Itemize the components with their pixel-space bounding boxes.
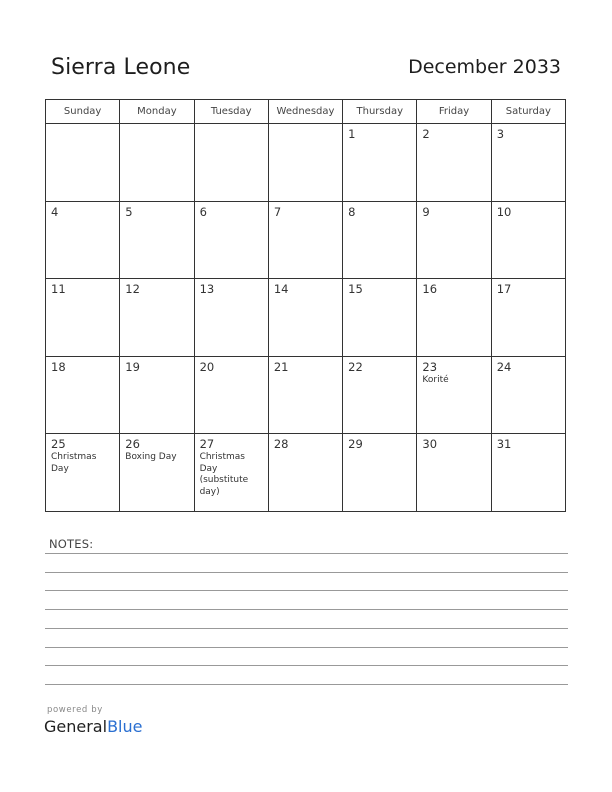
note-line [45,628,568,629]
day-cell [343,201,417,279]
day-cell [491,279,565,357]
day-cell [343,356,417,434]
note-line [45,684,568,685]
day-cell [417,356,491,434]
day-cell [268,356,342,434]
week-row [46,434,566,512]
day-number: 29 [348,437,363,451]
note-line [45,647,568,648]
weekday-header-sunday: Sunday [46,100,120,124]
weekday-header-monday: Monday [120,100,194,124]
day-cell [46,434,120,512]
day-number: 8 [348,204,356,219]
note-line [45,553,568,554]
day-cell [417,201,491,279]
day-number: 14 [273,282,289,296]
month-title: December 2033 [408,56,561,78]
day-cell [194,201,268,279]
day-number: 15 [348,282,363,296]
note-line [45,609,568,610]
country-title: Sierra Leone [51,55,191,80]
holiday-label: Korité [422,374,449,385]
day-number: 18 [51,359,66,374]
brand-name-general: General [44,717,108,736]
weekday-header-tuesday: Tuesday [194,100,268,124]
day-cell [268,201,342,279]
day-number: 21 [273,359,289,374]
day-number: 2 [422,127,430,141]
note-line [45,590,568,591]
week-row [46,201,566,279]
day-cell [46,356,120,434]
note-line [45,572,568,573]
day-cell [46,279,120,357]
weekday-header-wednesday: Wednesday [268,100,342,124]
notes-label: NOTES: [49,537,94,551]
day-cell [417,279,491,357]
day-number: 3 [496,127,505,141]
day-cell [491,434,565,512]
day-cell [120,279,194,357]
day-number: 31 [496,437,512,451]
calendar-grid [45,99,566,512]
weekday-header-saturday: Saturday [491,100,565,124]
week-row [46,356,566,434]
weekday-header-friday: Friday [417,100,491,124]
day-number: 4 [51,204,59,219]
day-cell [46,124,120,202]
day-number: 16 [422,282,438,296]
brand-name-blue: Blue [107,717,143,736]
day-cell [120,434,194,512]
powered-by-text: powered by [47,705,103,715]
day-cell [120,201,194,279]
day-number: 19 [125,359,140,374]
day-cell [194,124,268,202]
day-number: 27 [199,437,215,451]
week-row [46,124,566,202]
day-number: 30 [422,437,438,451]
day-number: 17 [496,282,512,296]
day-number: 22 [348,359,363,374]
week-row [46,279,566,357]
day-cell [120,356,194,434]
day-number: 1 [348,127,356,141]
day-cell [194,434,268,512]
holiday-label: Christmas Day (substitute day) [199,452,249,497]
day-cell [343,434,417,512]
day-number: 25 [51,437,66,451]
day-number: 6 [199,204,207,219]
day-cell [194,279,268,357]
day-number: 11 [51,282,66,296]
day-cell [46,201,120,279]
day-number: 5 [125,204,133,219]
day-number: 24 [496,359,512,374]
note-line [45,665,568,666]
day-cell [268,279,342,357]
generalblue-logo [44,717,142,736]
day-cell [120,124,194,202]
day-number: 9 [422,204,430,219]
day-cell [491,356,565,434]
day-cell [194,356,268,434]
day-cell [491,124,565,202]
day-number: 7 [273,204,282,219]
weekday-header-row [46,100,566,124]
day-number: 28 [273,437,289,451]
day-cell [417,124,491,202]
day-cell [417,434,491,512]
day-number: 23 [422,359,438,374]
day-number: 20 [199,359,215,374]
holiday-label: Christmas Day [51,452,97,474]
holiday-label: Boxing Day [125,452,177,462]
day-number: 10 [496,204,512,219]
day-number: 26 [125,437,140,451]
day-number: 13 [199,282,215,296]
day-cell [343,124,417,202]
day-cell [491,201,565,279]
day-cell [343,279,417,357]
day-cell [268,434,342,512]
day-cell [268,124,342,202]
day-number: 12 [125,282,140,296]
weekday-header-thursday: Thursday [343,100,417,124]
